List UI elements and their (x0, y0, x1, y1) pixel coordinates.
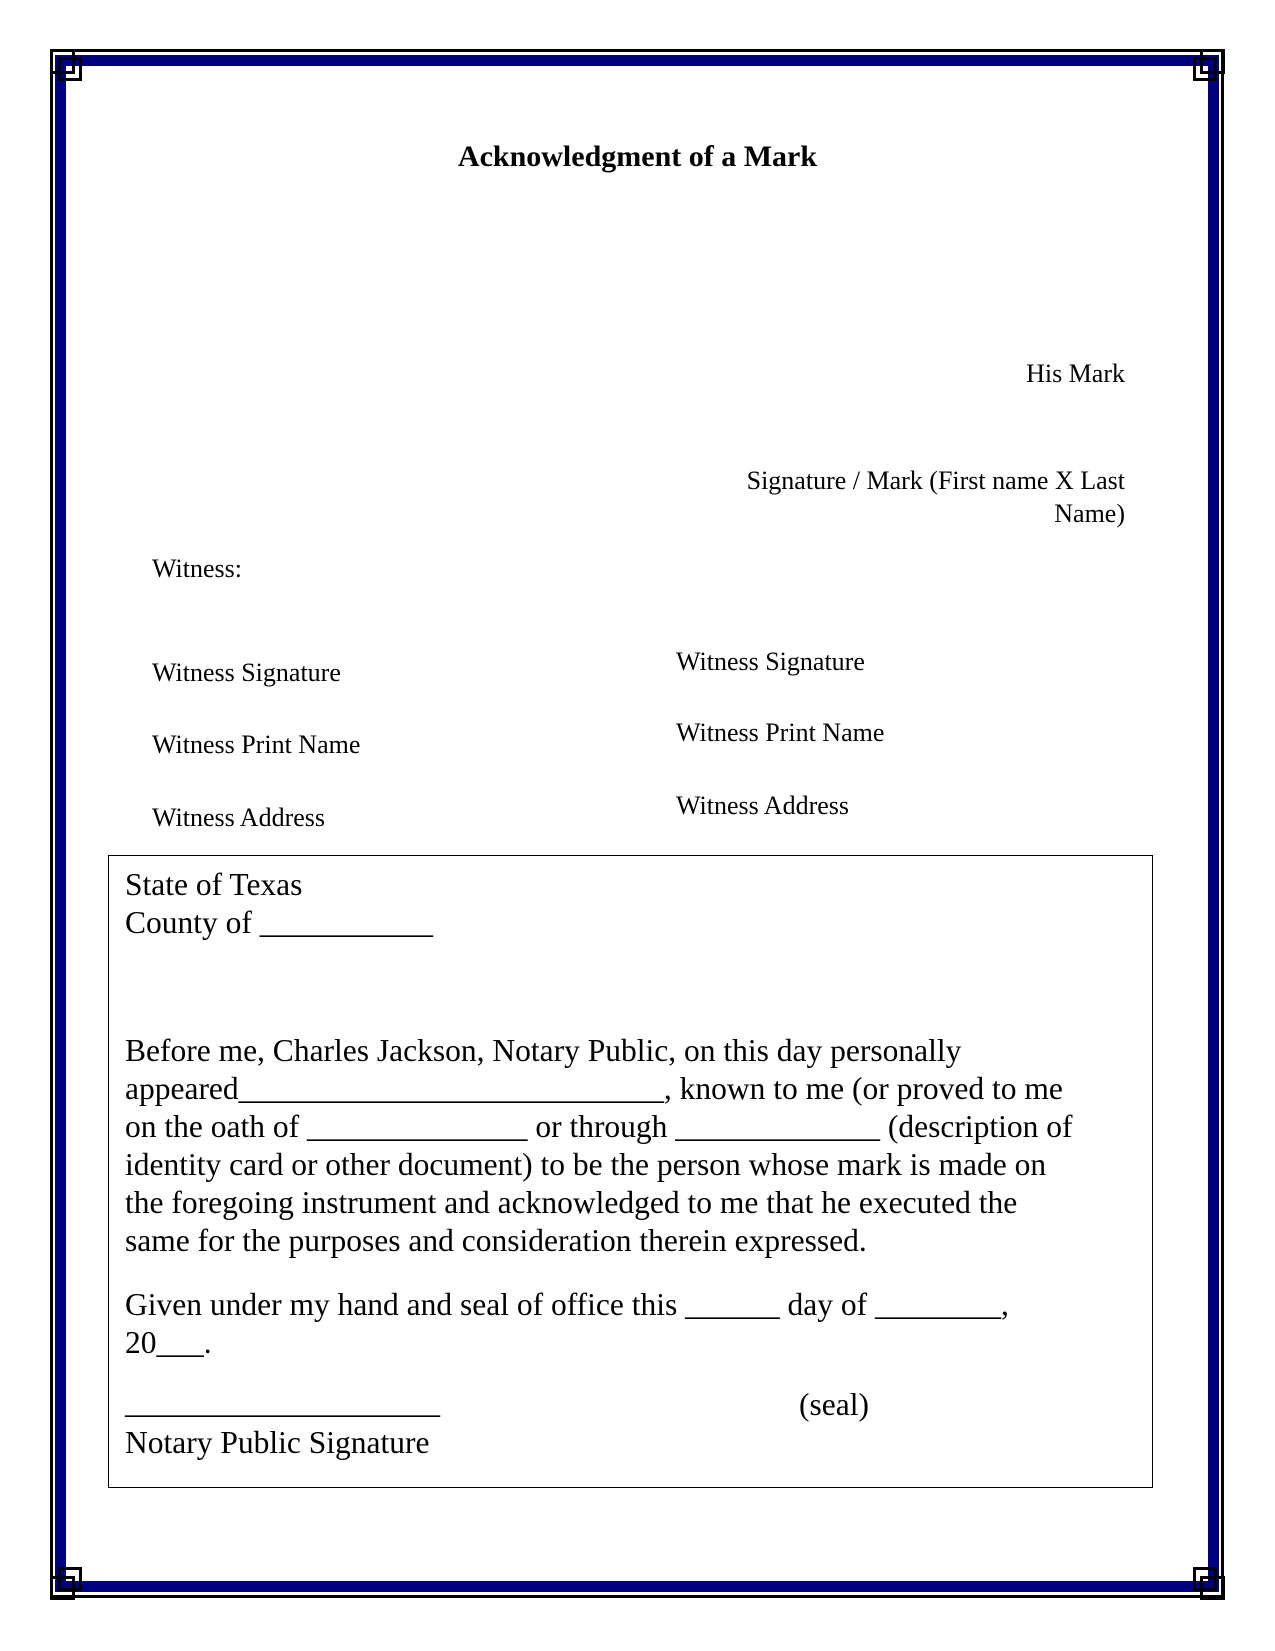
corner-ornament-top-right-2 (1193, 57, 1217, 81)
left-witness-address-label: Witness Address (152, 803, 325, 832)
notary-signature-underline: ____________________ (125, 1385, 440, 1420)
right-witness-address-label: Witness Address (676, 791, 849, 820)
notary-paragraph-line-2: appeared___________________________, known to me (or proved to me (125, 1071, 1063, 1106)
inner-border-line (80, 49, 1194, 52)
notary-paragraph-line-5: the foregoing instrument and acknowledged to me that he executed the (125, 1185, 1018, 1220)
notary-paragraph-line-4: identity card or other document) to be the person whose mark is made on (125, 1147, 1047, 1182)
notary-public-signature-label: Notary Public Signature (125, 1425, 430, 1460)
year-line: 20___. (125, 1325, 212, 1360)
signature-mark-label-line2: Name) (1054, 499, 1125, 528)
corner-ornament-bottom-left-2 (58, 1567, 82, 1591)
notary-paragraph-line-6: same for the purposes and consideration therein expressed. (125, 1223, 867, 1258)
notary-paragraph-line-3: on the oath of ______________ or through _____________ (description of (125, 1109, 1073, 1144)
notary-acknowledgment-box (108, 855, 1153, 1488)
his-mark-label: His Mark (1026, 359, 1125, 388)
notary-paragraph-line-1: Before me, Charles Jackson, Notary Public, on this day personally (125, 1033, 962, 1068)
corner-ornament-top-left-2 (58, 57, 82, 81)
seal-label: (seal) (799, 1387, 869, 1422)
page-title: Acknowledgment of a Mark (457, 140, 818, 173)
state-line: State of Texas (125, 867, 303, 902)
county-line: County of ___________ (125, 905, 434, 940)
right-witness-signature-label: Witness Signature (676, 647, 865, 676)
witness-heading: Witness: (152, 554, 242, 583)
signature-mark-label-line1: Signature / Mark (First name X Last (746, 466, 1125, 495)
corner-ornament-bottom-right-2 (1193, 1567, 1217, 1591)
left-witness-signature-label: Witness Signature (152, 658, 341, 687)
left-witness-print-name-label: Witness Print Name (152, 730, 361, 759)
right-witness-print-name-label: Witness Print Name (676, 718, 885, 747)
given-under-hand-line: Given under my hand and seal of office this ______ day of ________, (125, 1287, 1009, 1322)
